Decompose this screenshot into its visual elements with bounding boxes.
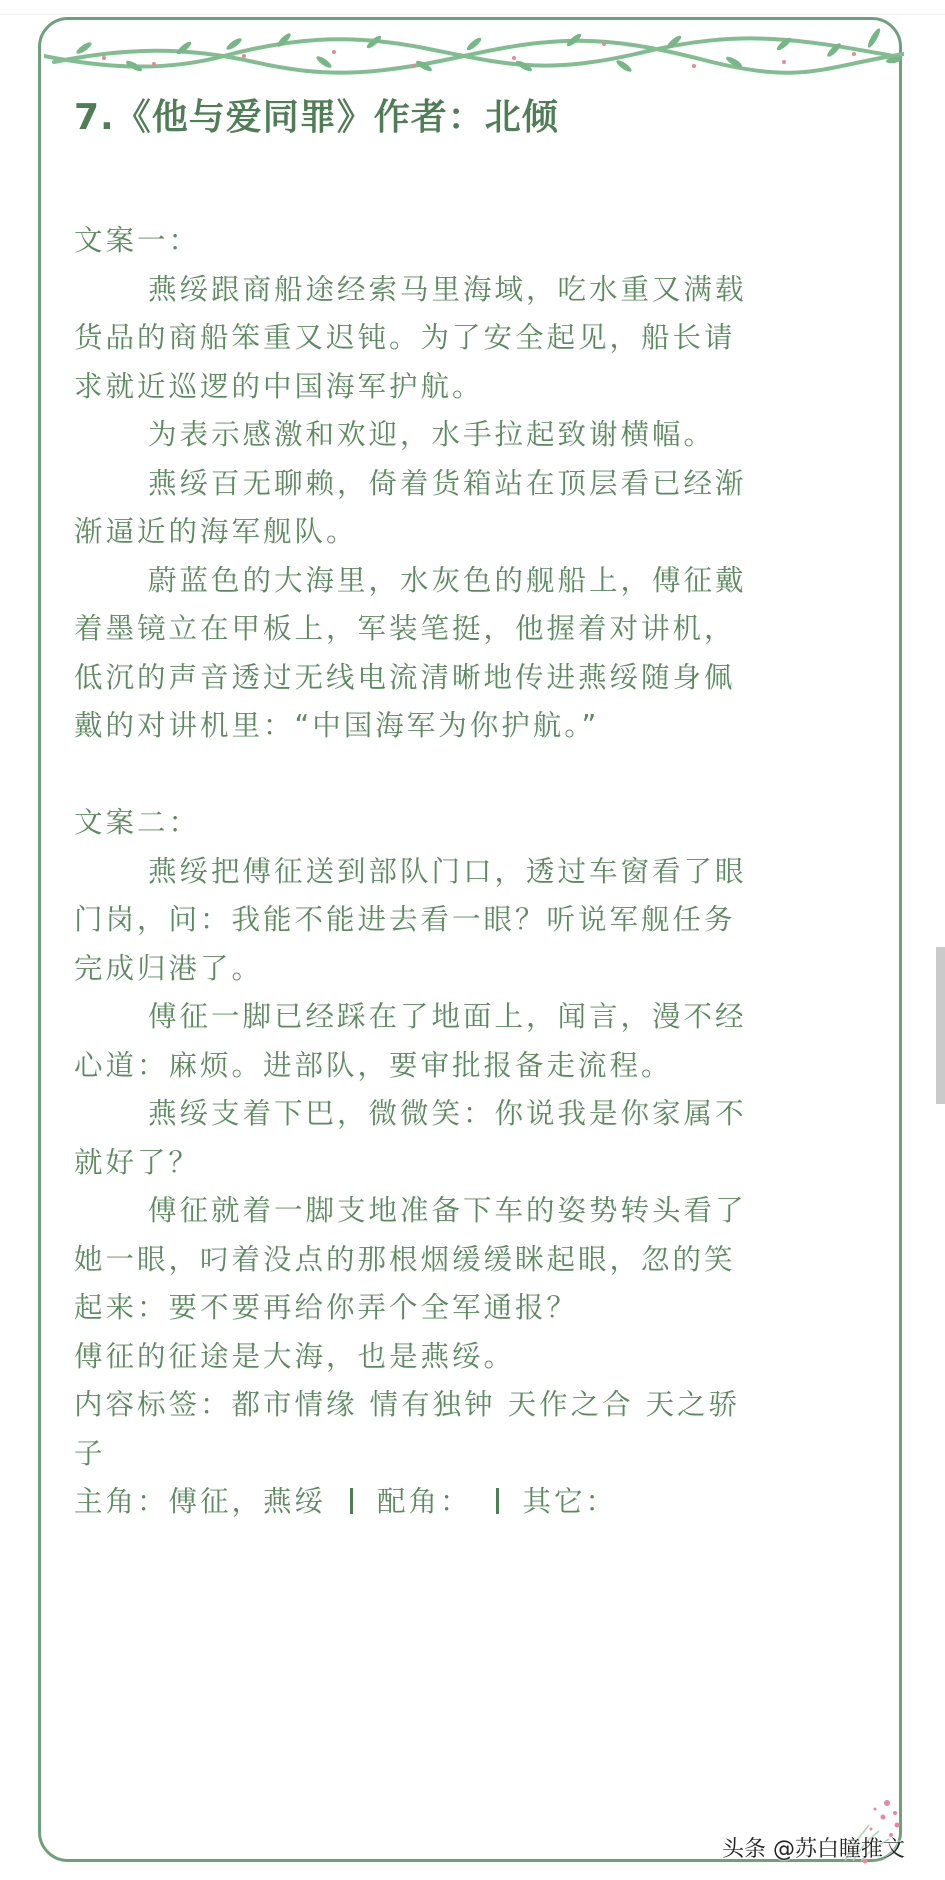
paragraph-line: 燕绥百无聊赖，倚着货箱站在顶层看已经渐	[148, 466, 747, 500]
watermark: 头条 @苏白瞳推文	[722, 1837, 905, 1862]
book-title: 7.《他与爱同罪》作者：北倾	[74, 97, 559, 138]
paragraph-line: 傅征一脚已经踩在了地面上，闻言，漫不经	[148, 1000, 747, 1033]
paragraph-line: 就好了？	[74, 1145, 201, 1179]
paragraph-line: 燕绥跟商船途经索马里海域，吃水重又满载	[148, 272, 747, 306]
paragraph-line: 燕绥把傅征送到部队门口，透过车窗看了眼	[148, 854, 747, 888]
paragraph-line: 她一眼，叼着没点的那根烟缓缓眯起眼，忽的笑	[74, 1242, 736, 1276]
paragraph-line: 燕绥支着下巴，微微笑：你说我是你家属不	[148, 1097, 747, 1130]
main-roles: 主角：傅征，燕绥	[74, 1485, 327, 1518]
paragraph-line: 戴的对讲机里：“中国海军为你护航。”	[74, 709, 600, 742]
supporting-roles: 配角：	[377, 1485, 472, 1518]
section2-heading: 文案二：	[74, 806, 201, 839]
paragraph-line: 起来：要不要再给你弄个全军通报？	[74, 1291, 579, 1324]
vine-decoration-icon	[44, 26, 904, 82]
section-gap	[74, 751, 874, 800]
paragraph-line: 为表示感激和欢迎，水手拉起致谢横幅。	[148, 418, 716, 451]
roles-line	[74, 1478, 874, 1527]
paragraph-line: 心道：麻烦。进部队，要审批报备走流程。	[74, 1048, 673, 1082]
paragraph-line: 货品的商船笨重又迟钝。为了安全起见，船长请	[74, 321, 736, 354]
separator-bar	[350, 1488, 353, 1514]
scrollbar[interactable]	[936, 947, 945, 1104]
top-divider	[0, 14, 945, 15]
tags-line-cont: 子	[74, 1436, 106, 1470]
other-roles: 其它：	[522, 1485, 618, 1518]
paragraph-line: 求就近巡逻的中国海军护航。	[74, 369, 484, 403]
paragraph-line: 门岗，问：我能不能进去看一眼？听说军舰任务	[74, 903, 736, 936]
paragraph-line: 低沉的声音透过无线电流清晰地传进燕绥随身佩	[74, 660, 736, 694]
tags-line: 内容标签：都市情缘 情有独钟 天作之合 天之骄	[74, 1388, 741, 1421]
paragraph-line: 傅征的征途是大海，也是燕绥。	[74, 1339, 516, 1373]
separator-bar	[496, 1488, 499, 1514]
paragraph-line: 蔚蓝色的大海里，水灰色的舰船上，傅征戴	[148, 563, 747, 597]
paragraph-line: 渐逼近的海军舰队。	[74, 515, 358, 548]
paragraph-line: 傅征就着一脚支地准备下车的姿势转头看了	[148, 1194, 747, 1227]
paragraph-line: 完成归港了。	[74, 951, 264, 985]
article-body	[74, 217, 874, 1527]
section1-heading: 文案一：	[74, 224, 201, 257]
paragraph-line: 着墨镜立在甲板上，军装笔挺，他握着对讲机，	[74, 612, 736, 645]
